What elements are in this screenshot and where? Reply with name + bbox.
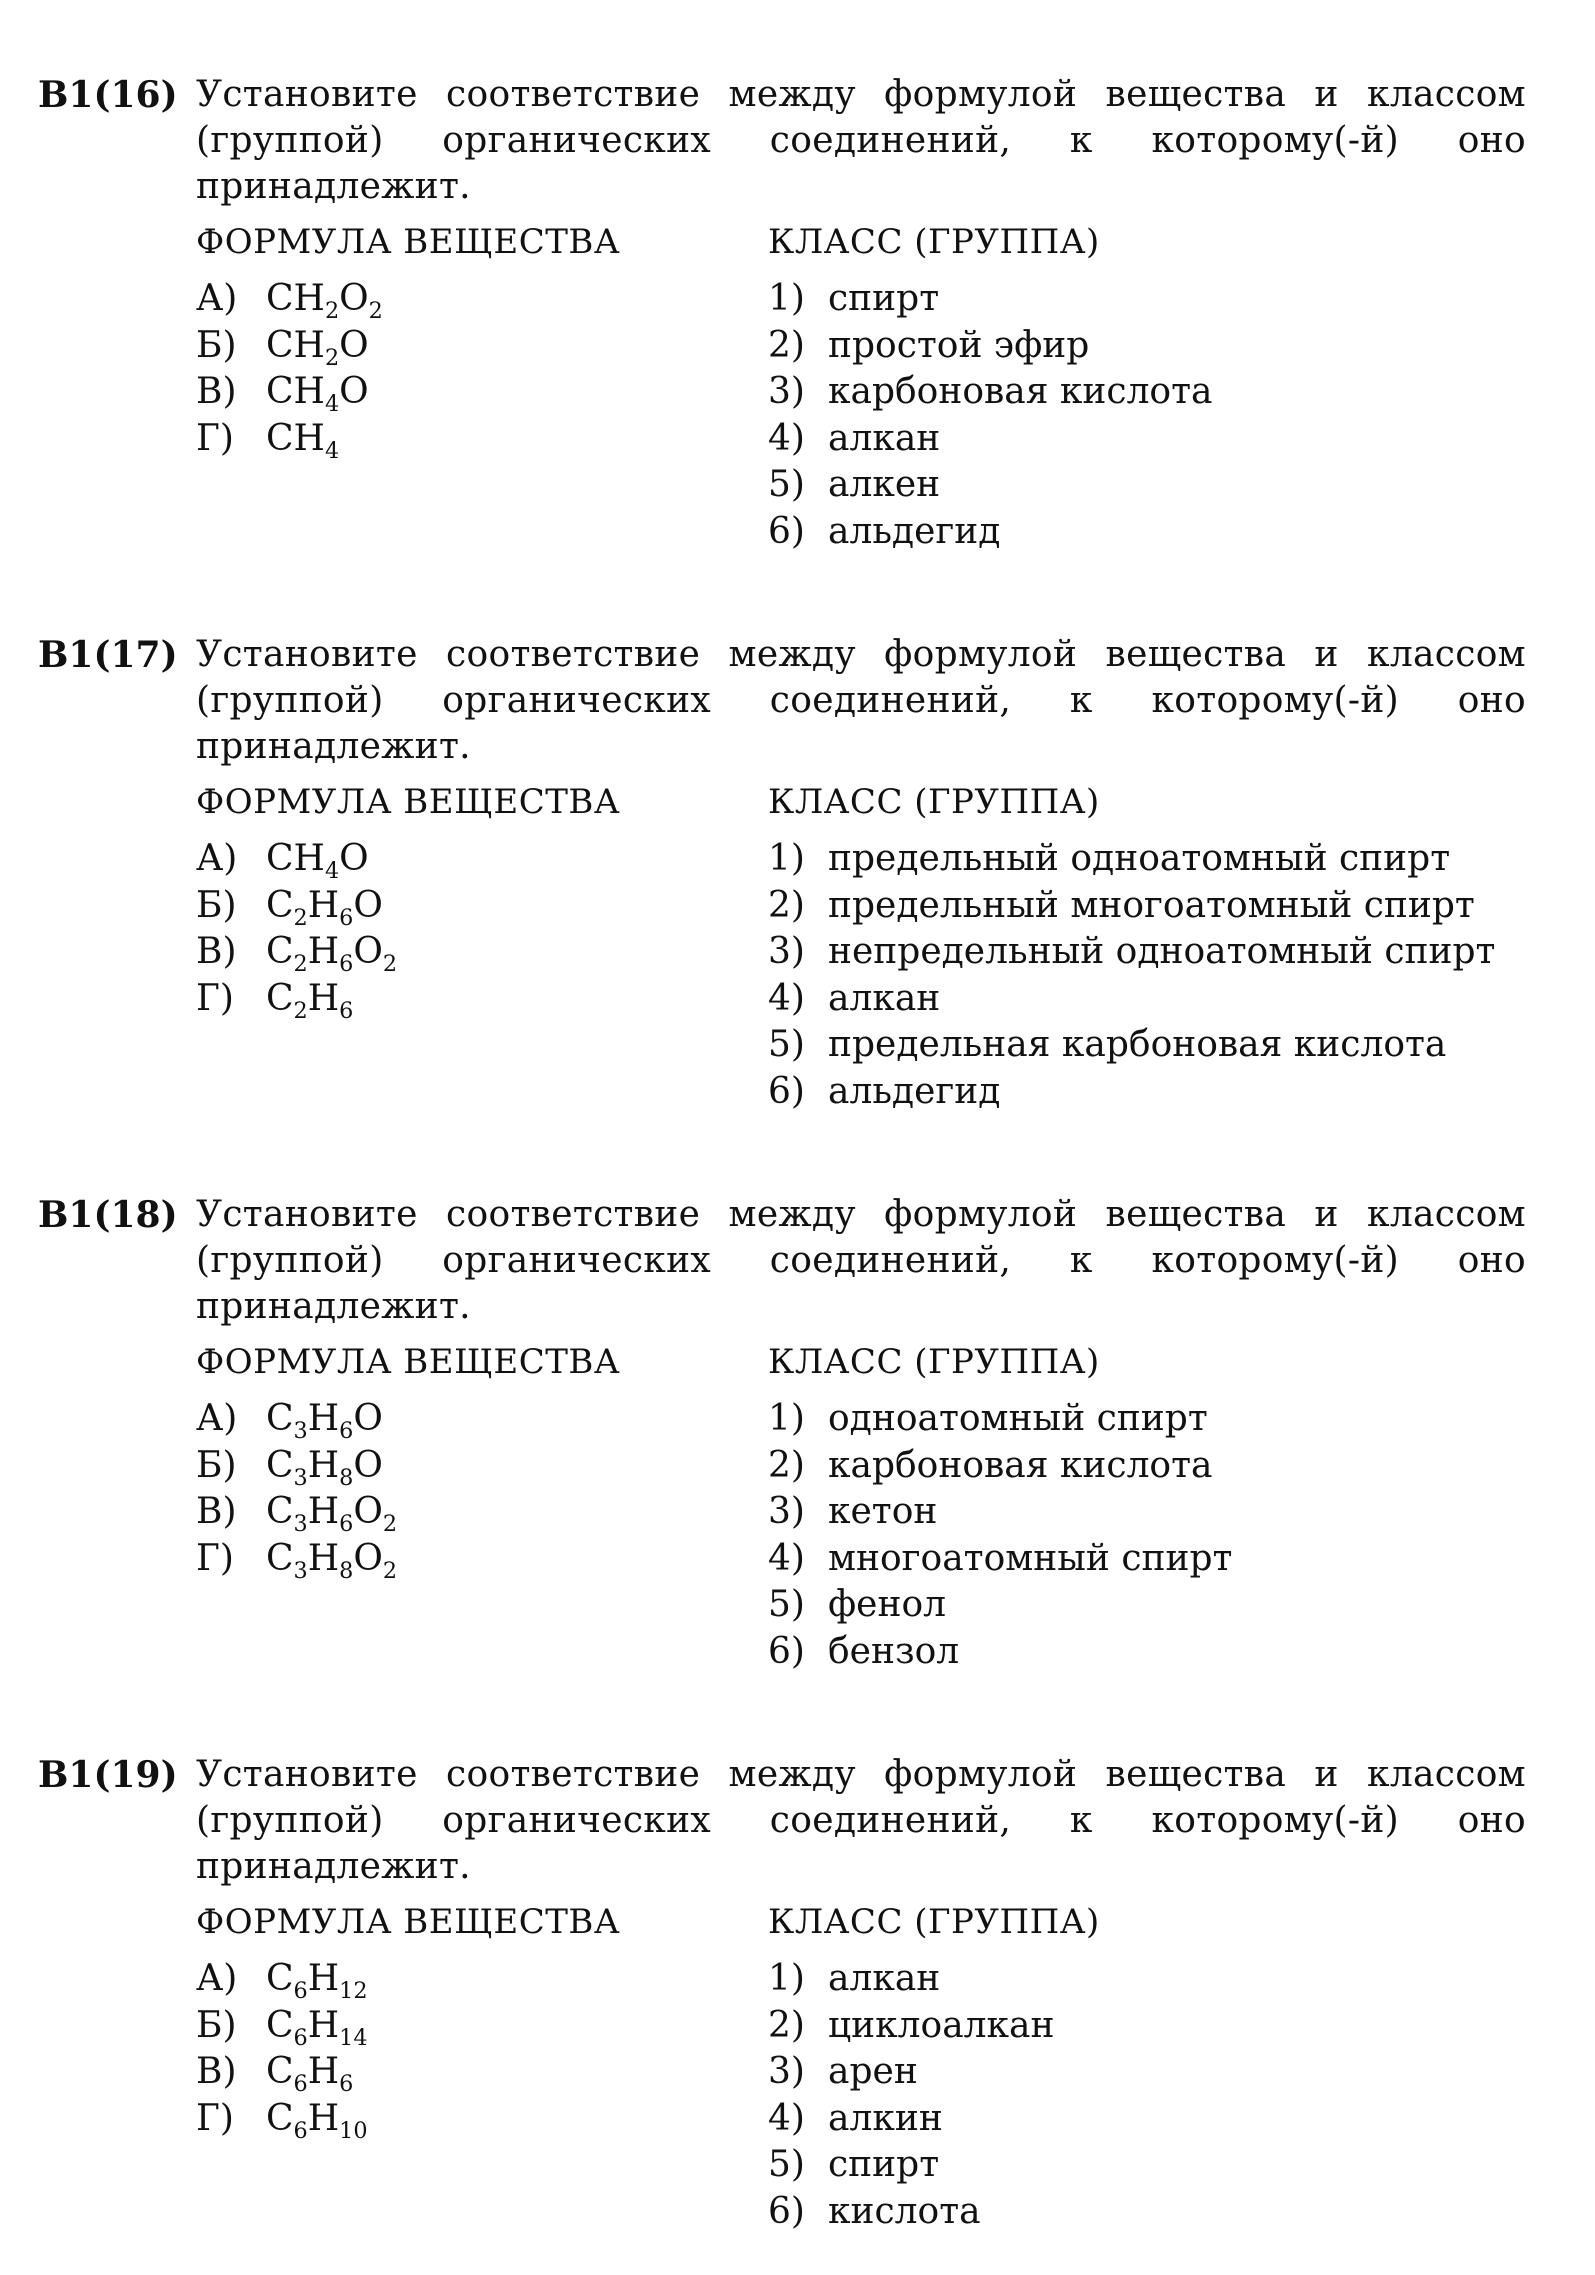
element-symbol: H (307, 977, 340, 1019)
matching-columns (196, 780, 1526, 1130)
formula-label: Г) (196, 977, 234, 1019)
class-label: 4) (768, 1537, 805, 1579)
class-name: кислота (828, 2190, 981, 2232)
task-body (196, 632, 1526, 1130)
class-item (768, 509, 1568, 556)
class-label: 3) (768, 371, 805, 412)
class-item (768, 416, 1568, 463)
element-symbol: H (307, 884, 340, 926)
class-name: алкан (828, 1958, 941, 1999)
class-label: 1) (768, 1398, 805, 1439)
formula-label: А) (196, 1958, 238, 1999)
element-symbol: H (293, 838, 325, 879)
class-list (768, 276, 1568, 555)
atom-count: 2 (293, 904, 308, 931)
task-number: B1(17) (38, 634, 178, 676)
class-item (768, 1536, 1568, 1583)
chemical-formula (266, 977, 354, 1024)
element-symbol: H (307, 2051, 340, 2092)
class-name: спирт (828, 278, 940, 319)
chemical-formula (266, 324, 369, 371)
formula-label: Б) (196, 884, 237, 926)
atom-count: 6 (293, 1977, 308, 2004)
element-symbol: C (266, 1537, 294, 1579)
element-symbol: C (266, 977, 294, 1019)
formula-item (196, 883, 736, 930)
formula-column-header: ФОРМУЛА ВЕЩЕСТВА (196, 1342, 621, 1382)
element-symbol: H (307, 1398, 340, 1439)
chemical-formula (266, 371, 369, 417)
formula-label: Г) (196, 1537, 234, 1579)
class-name: предельная карбоновая кислота (828, 1024, 1447, 1065)
class-label: 3) (768, 931, 805, 972)
atom-count: 2 (382, 1510, 398, 1537)
class-name: предельный многоатомный спирт (828, 884, 1475, 926)
chemical-formula (266, 1444, 383, 1491)
atom-count: 3 (293, 1417, 308, 1444)
class-item (768, 1956, 1568, 2003)
chemical-formula (266, 1398, 383, 1444)
class-item (768, 276, 1568, 323)
atom-count: 10 (339, 2117, 368, 2144)
class-item (768, 1629, 1568, 1676)
class-name: арен (828, 2051, 918, 2092)
element-symbol: C (266, 1958, 294, 1999)
element-symbol: C (266, 371, 294, 412)
task-body (196, 1752, 1526, 2250)
formula-label: В) (196, 1491, 237, 1532)
element-symbol: C (266, 2097, 294, 2139)
element-symbol: H (307, 1958, 340, 1999)
class-name: спирт (828, 2144, 940, 2185)
class-label: 2) (768, 1444, 805, 1486)
atom-count: 6 (339, 1417, 354, 1444)
element-symbol: C (266, 1491, 294, 1532)
element-symbol: H (307, 1537, 340, 1579)
chemical-formula (266, 2097, 368, 2144)
class-item (768, 1069, 1568, 1116)
atom-count: 6 (293, 2024, 308, 2051)
class-label: 2) (768, 324, 805, 366)
class-column (768, 780, 1568, 1115)
formula-label: В) (196, 2051, 237, 2092)
atom-count: 8 (339, 1464, 354, 1491)
task-number: B1(18) (38, 1194, 178, 1236)
formula-label: А) (196, 1398, 238, 1439)
element-symbol: H (293, 278, 325, 319)
class-label: 4) (768, 417, 805, 459)
class-label: 5) (768, 2144, 805, 2185)
element-symbol: C (266, 417, 294, 459)
formula-item (196, 1489, 736, 1536)
class-list (768, 1956, 1568, 2235)
class-item (768, 2003, 1568, 2050)
class-name: кетон (828, 1491, 938, 1532)
element-symbol: H (293, 324, 325, 366)
atom-count: 2 (293, 997, 308, 1024)
formula-item (196, 369, 736, 416)
formula-label: А) (196, 278, 238, 319)
atom-count: 8 (339, 1557, 354, 1584)
atom-count: 4 (324, 437, 340, 464)
element-symbol: O (339, 371, 369, 412)
class-column (768, 1340, 1568, 1675)
atom-count: 12 (339, 1977, 368, 2004)
class-list (768, 836, 1568, 1115)
formula-column (196, 1900, 736, 2142)
element-symbol: C (266, 2004, 294, 2046)
question-text: Установите соответствие между формулой вещества и классом (группой) органических соединений, к которому(-й) оно принадлежит. (196, 1194, 1526, 1327)
chemical-formula (266, 884, 383, 931)
element-symbol: C (266, 931, 294, 972)
class-name: карбоновая кислота (828, 1444, 1213, 1486)
class-label: 3) (768, 1491, 805, 1532)
class-name: фенол (828, 1584, 947, 1625)
chemical-formula (266, 278, 383, 324)
class-item (768, 462, 1568, 509)
class-label: 1) (768, 278, 805, 319)
formula-list (196, 276, 736, 462)
element-symbol: H (307, 2097, 340, 2139)
atom-count: 2 (368, 297, 383, 324)
element-symbol: H (293, 417, 325, 459)
formula-list (196, 1396, 736, 1582)
class-name: альдегид (828, 1070, 1001, 1112)
atom-count: 4 (324, 390, 340, 417)
element-symbol: C (266, 838, 294, 879)
task-body (196, 1192, 1526, 1690)
class-name: алкен (828, 464, 941, 505)
class-item (768, 1022, 1568, 1069)
class-column (768, 220, 1568, 555)
element-symbol: H (307, 2004, 340, 2046)
element-symbol: O (339, 838, 369, 879)
formula-column (196, 780, 736, 1022)
atom-count: 2 (293, 950, 308, 977)
atom-count: 3 (293, 1464, 308, 1491)
class-list (768, 1396, 1568, 1675)
chemical-formula (266, 1491, 398, 1537)
class-label: 2) (768, 2004, 805, 2046)
class-name: предельный одноатомный спирт (828, 838, 1451, 879)
element-symbol: C (266, 324, 294, 366)
chemical-formula (266, 1958, 368, 2004)
class-name: альдегид (828, 510, 1001, 552)
element-symbol: O (353, 1491, 383, 1532)
chemical-formula (266, 931, 398, 977)
question-text: Установите соответствие между формулой вещества и классом (группой) органических соединений, к которому(-й) оно принадлежит. (196, 74, 1526, 207)
question-text: Установите соответствие между формулой вещества и классом (группой) органических соединений, к которому(-й) оно принадлежит. (196, 634, 1526, 767)
formula-list (196, 1956, 736, 2142)
atom-count: 6 (339, 1510, 354, 1537)
class-column-header: КЛАСС (ГРУППА) (768, 1342, 1100, 1382)
formula-label: Г) (196, 417, 234, 459)
class-label: 5) (768, 1024, 805, 1065)
atom-count: 6 (293, 2070, 308, 2097)
class-item (768, 976, 1568, 1023)
formula-column (196, 1340, 736, 1582)
class-column-header: КЛАСС (ГРУППА) (768, 1902, 1100, 1942)
element-symbol: O (353, 1398, 383, 1439)
formula-column-header: ФОРМУЛА ВЕЩЕСТВА (196, 1902, 621, 1942)
atom-count: 14 (339, 2024, 368, 2051)
formula-label: Б) (196, 1444, 237, 1486)
formula-item (196, 1536, 736, 1583)
formula-column-header: ФОРМУЛА ВЕЩЕСТВА (196, 222, 621, 262)
class-name: алкин (828, 2097, 943, 2139)
matching-columns (196, 1340, 1526, 1690)
atom-count: 6 (339, 997, 354, 1024)
class-item (768, 323, 1568, 370)
element-symbol: O (339, 324, 369, 366)
chemical-formula (266, 1537, 398, 1584)
class-name: бензол (828, 1630, 960, 1672)
element-symbol: O (353, 931, 383, 972)
formula-item (196, 1443, 736, 1490)
class-label: 6) (768, 1070, 805, 1112)
atom-count: 3 (293, 1510, 308, 1537)
class-name: многоатомный спирт (828, 1537, 1233, 1579)
class-name: простой эфир (828, 324, 1090, 366)
atom-count: 6 (339, 2070, 354, 2097)
formula-label: В) (196, 371, 237, 412)
formula-item (196, 836, 736, 883)
question-text: Установите соответствие между формулой вещества и классом (группой) органических соединений, к которому(-й) оно принадлежит. (196, 1754, 1526, 1887)
formula-item (196, 276, 736, 323)
element-symbol: H (307, 931, 340, 972)
class-label: 6) (768, 2190, 805, 2232)
chemical-formula (266, 417, 340, 464)
element-symbol: O (353, 1444, 383, 1486)
class-item (768, 1582, 1568, 1629)
class-label: 4) (768, 977, 805, 1019)
class-item (768, 836, 1568, 883)
formula-label: А) (196, 838, 238, 879)
class-name: алкан (828, 977, 941, 1019)
element-symbol: C (266, 2051, 294, 2092)
class-item (768, 2142, 1568, 2189)
chemical-formula (266, 838, 369, 884)
formula-item (196, 323, 736, 370)
class-name: циклоалкан (828, 2004, 1055, 2046)
atom-count: 6 (339, 950, 354, 977)
element-symbol: C (266, 278, 294, 319)
formula-label: В) (196, 931, 237, 972)
atom-count: 6 (339, 904, 354, 931)
class-column-header: КЛАСС (ГРУППА) (768, 782, 1100, 822)
class-label: 2) (768, 884, 805, 926)
class-name: алкан (828, 417, 941, 459)
class-label: 5) (768, 1584, 805, 1625)
class-column-header: КЛАСС (ГРУППА) (768, 222, 1100, 262)
formula-item (196, 2049, 736, 2096)
atom-count: 6 (293, 2117, 308, 2144)
element-symbol: O (353, 1537, 383, 1579)
class-label: 3) (768, 2051, 805, 2092)
class-label: 5) (768, 464, 805, 505)
element-symbol: C (266, 1444, 294, 1486)
class-name: карбоновая кислота (828, 371, 1213, 412)
element-symbol: O (339, 278, 369, 319)
atom-count: 2 (324, 344, 340, 371)
class-name: одноатомный спирт (828, 1398, 1208, 1439)
class-label: 4) (768, 2097, 805, 2139)
class-label: 6) (768, 1630, 805, 1672)
class-item (768, 929, 1568, 976)
class-item (768, 2049, 1568, 2096)
element-symbol: O (353, 884, 383, 926)
class-name: непредельный одноатомный спирт (828, 931, 1496, 972)
class-label: 1) (768, 1958, 805, 1999)
atom-count: 4 (324, 857, 340, 884)
class-item (768, 369, 1568, 416)
formula-column-header: ФОРМУЛА ВЕЩЕСТВА (196, 782, 621, 822)
class-item (768, 883, 1568, 930)
task-number: B1(19) (38, 1754, 178, 1796)
formula-item (196, 416, 736, 463)
class-item (768, 1396, 1568, 1443)
class-item (768, 2189, 1568, 2236)
atom-count: 2 (382, 1557, 398, 1584)
chemical-formula (266, 2004, 368, 2051)
element-symbol: H (293, 371, 325, 412)
matching-columns (196, 220, 1526, 570)
formula-item (196, 2003, 736, 2050)
class-item (768, 2096, 1568, 2143)
element-symbol: H (307, 1444, 340, 1486)
formula-item (196, 929, 736, 976)
task-body (196, 72, 1526, 570)
atom-count: 2 (324, 297, 340, 324)
formula-item (196, 1396, 736, 1443)
class-item (768, 1489, 1568, 1536)
class-item (768, 1443, 1568, 1490)
formula-label: Б) (196, 324, 237, 366)
chemical-formula (266, 2051, 354, 2097)
formula-list (196, 836, 736, 1022)
formula-item (196, 2096, 736, 2143)
element-symbol: C (266, 884, 294, 926)
class-label: 6) (768, 510, 805, 552)
atom-count: 2 (382, 950, 398, 977)
task-number: B1(16) (38, 74, 178, 116)
matching-columns (196, 1900, 1526, 2250)
class-column (768, 1900, 1568, 2235)
element-symbol: H (307, 1491, 340, 1532)
element-symbol: C (266, 1398, 294, 1439)
formula-item (196, 976, 736, 1023)
formula-label: Г) (196, 2097, 234, 2139)
formula-column (196, 220, 736, 462)
atom-count: 3 (293, 1557, 308, 1584)
formula-label: Б) (196, 2004, 237, 2046)
formula-item (196, 1956, 736, 2003)
class-label: 1) (768, 838, 805, 879)
